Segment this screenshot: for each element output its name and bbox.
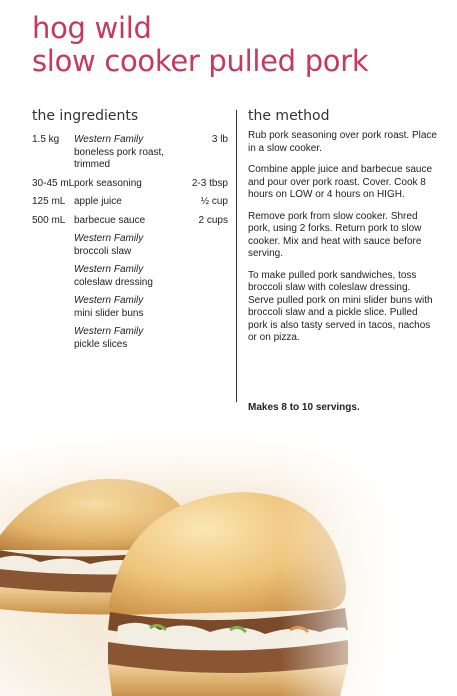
ingredient-imperial: 2 cups bbox=[198, 214, 228, 226]
ingredient-item bbox=[32, 134, 228, 172]
ingredient-name bbox=[74, 326, 184, 351]
ingredient-name bbox=[74, 215, 184, 228]
ingredient-imperial bbox=[184, 295, 228, 320]
ingredient-item bbox=[32, 233, 228, 258]
ingredient-label: broccoli slaw bbox=[74, 245, 132, 257]
ingredient-brand: Western Family bbox=[74, 264, 144, 275]
method-step-4: To make pulled pork sandwiches, toss broccoli slaw with coleslaw dressing. Serve pulled pork on mini slider buns with broccoli slaw and a pickle slice. Pulled pork is also tasty served in tacos, nachos or on pizza. bbox=[248, 269, 433, 343]
method-step-1: Rub pork seasoning over pork roast. Place in a slow cooker. bbox=[248, 130, 437, 154]
ingredient-metric: 1.5 kg bbox=[32, 134, 60, 145]
ingredient-imperial bbox=[184, 326, 228, 351]
ingredient-item bbox=[32, 295, 228, 320]
ingredients-list bbox=[32, 134, 228, 357]
ingredient-label: barbecue sauce bbox=[74, 214, 146, 226]
ingredient-label: mini slider buns bbox=[74, 307, 144, 319]
ingredient-metric: 125 mL bbox=[32, 196, 66, 207]
servings-note: Makes 8 to 10 servings. bbox=[248, 402, 360, 413]
ingredient-label: coleslaw dressing bbox=[74, 276, 153, 288]
method-step-3: Remove pork from slow cooker. Shred pork, using 2 forks. Return pork to slow cooker. Mix and heat with sauce before serving. bbox=[248, 210, 422, 259]
ingredient-imperial bbox=[184, 264, 228, 289]
pulled-pork-sliders-photo bbox=[0, 430, 400, 696]
ingredient-imperial: 3 lb bbox=[211, 134, 228, 145]
ingredient-label: boneless pork roast, trimmed bbox=[74, 146, 165, 170]
recipe-title-line-2: slow cooker pulled pork bbox=[32, 44, 369, 78]
ingredient-imperial bbox=[184, 233, 228, 258]
recipe-title-line-1: hog wild bbox=[32, 11, 152, 45]
ingredient-name bbox=[74, 233, 184, 258]
ingredients-heading: the ingredients bbox=[32, 108, 139, 124]
recipe-title bbox=[32, 12, 368, 78]
ingredient-name bbox=[74, 196, 184, 209]
ingredient-brand: Western Family bbox=[74, 233, 144, 244]
ingredient-brand: Western Family bbox=[74, 326, 144, 337]
ingredient-brand: Western Family bbox=[74, 295, 144, 306]
ingredient-item bbox=[32, 215, 228, 228]
ingredient-item bbox=[32, 326, 228, 351]
method-heading: the method bbox=[248, 108, 330, 124]
ingredient-name bbox=[74, 134, 184, 172]
ingredient-label: pork seasoning bbox=[74, 177, 142, 189]
ingredient-name bbox=[74, 178, 184, 191]
ingredient-name bbox=[74, 295, 184, 320]
ingredient-metric bbox=[32, 326, 74, 351]
ingredient-metric bbox=[32, 264, 74, 289]
ingredient-item bbox=[32, 264, 228, 289]
column-divider bbox=[236, 110, 237, 402]
ingredient-imperial: ½ cup bbox=[200, 196, 228, 207]
method-step-2: Combine apple juice and barbecue sauce and pour over pork roast. Cover. Cook 8 hours on LOW or 4 hours on HIGH. bbox=[248, 164, 433, 200]
ingredient-brand: Western Family bbox=[74, 134, 144, 145]
ingredient-metric bbox=[32, 295, 74, 320]
ingredient-label: pickle slices bbox=[74, 338, 128, 350]
ingredient-metric: 30-45 mL bbox=[32, 177, 75, 189]
ingredient-item bbox=[32, 196, 228, 209]
ingredient-metric bbox=[32, 233, 74, 258]
ingredient-metric: 500 mL bbox=[32, 214, 66, 226]
ingredient-label: apple juice bbox=[74, 196, 122, 207]
ingredient-item bbox=[32, 178, 228, 191]
ingredient-imperial: 2-3 tbsp bbox=[191, 177, 228, 189]
method-steps bbox=[248, 130, 438, 354]
ingredient-name bbox=[74, 264, 184, 289]
